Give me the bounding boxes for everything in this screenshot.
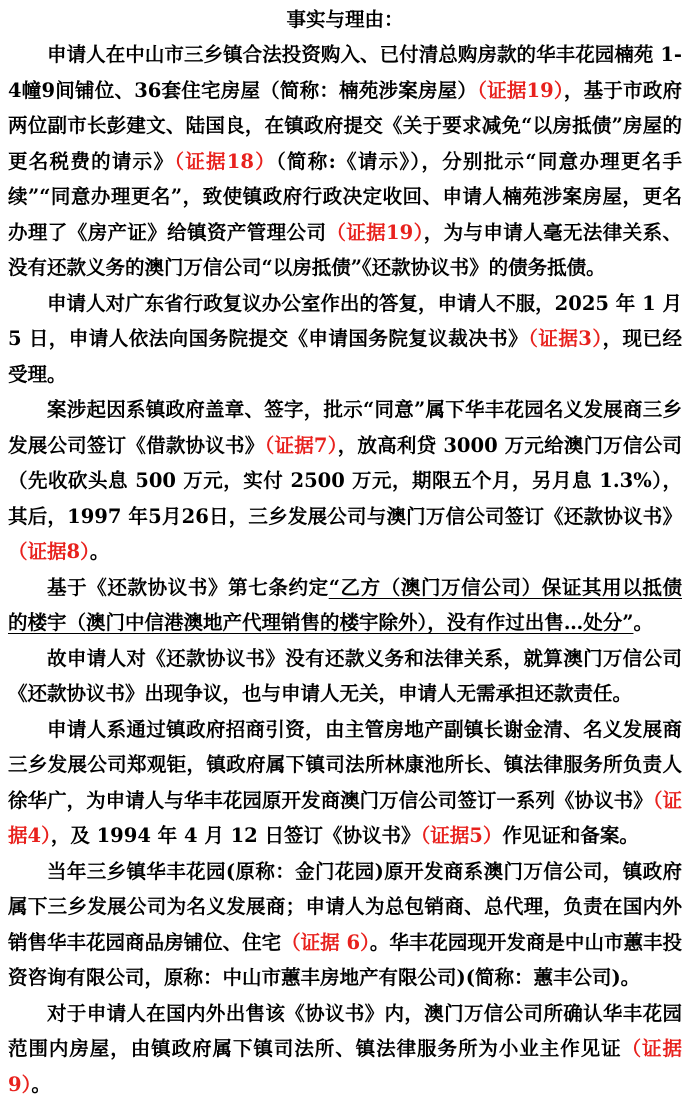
paragraph-text: ，基于市政府两位副市长彭建文、陆国良，在镇政府提交《关于要求减免“以房抵债”房屋的更名税费的请示》 — [8, 79, 682, 173]
paragraph-text: 案涉起因系镇政府盖章、签字，批示“同意”属下华丰花园名义发展商三乡发展公司签订《借款协议书》 — [8, 398, 682, 457]
paragraph-text: ，及 1994 年 4 月 12 日签订《协议书》 — [51, 824, 421, 847]
paragraph-text: 。 — [633, 611, 653, 634]
paragraph-7 — [8, 854, 682, 996]
paragraph-text: ，现已经受理。 — [8, 327, 682, 386]
paragraph-text: 。 — [90, 540, 110, 563]
paragraph-6 — [8, 712, 682, 854]
section-heading: 事实与理由： — [8, 2, 682, 37]
paragraph-text: ，为与申请人毫无法律关系、没有还款义务的澳门万信公司“以房抵债”《还款协议书》的债务抵债。 — [8, 221, 682, 280]
evidence-ref: （证据18） — [174, 150, 276, 173]
evidence-ref: （证据19） — [326, 221, 423, 244]
paragraph-5 — [8, 641, 682, 712]
paragraph-text: （简称:《请示》），分别批示“同意办理更名手续”“同意办理更名”，致使镇政府行政决定收回、申请人楠苑涉案房屋，更名办理了《房产证》给镇资产管理公司 — [8, 150, 682, 244]
evidence-ref: （证据 9） — [8, 1037, 682, 1096]
paragraph-text: 基于《还款协议书》第七条约定 — [47, 576, 329, 599]
evidence-ref: （证据8） — [8, 540, 90, 563]
paragraph-text: 作见证和备案。 — [502, 824, 639, 847]
paragraph-text: 申请人在中山市三乡镇合法投资购入、已付清总购房款的华丰花园楠苑 1-4幢9间铺位、36套住宅房屋（简称：楠苑涉案房屋） — [8, 43, 682, 102]
underlined-quote: “乙方（澳门万信公司）保证其用以抵债的楼宇（澳门中信港澳地产代理销售的楼宇除外），没有作过出售…处分” — [8, 576, 682, 635]
evidence-ref: （证据19） — [477, 79, 564, 102]
paragraph-text: 申请人对广东省行政复议办公室作出的答复，申请人不服，2025 年 1 月 5 日，申请人依法向国务院提交《申请国务院复议裁决书》 — [8, 292, 682, 351]
evidence-ref: （证据5） — [421, 824, 503, 847]
paragraph-4 — [8, 570, 682, 641]
paragraph-text: 。华丰花园现开发商是中山市蕙丰投资咨询有限公司，原称：中山市蕙丰房地产有限公司)(简称：蕙丰公司)。 — [8, 931, 682, 990]
paragraph-text: ，放高利贷 3000 万元给澳门万信公司（先收砍头息 500 万元，实付 2500 万元，期限五个月，另月息 1.3%），其后，1997 年5月26日，三乡发展公司与澳门万信公司签订《还款协议书》 — [8, 434, 682, 528]
evidence-ref: （证据4） — [8, 789, 682, 848]
paragraph-1 — [8, 37, 682, 286]
paragraph-text: 故申请人对《还款协议书》没有还款义务和法律关系，就算澳门万信公司《还款协议书》出现争议，也与申请人无关，申请人无需承担还款责任。 — [8, 647, 682, 706]
evidence-ref: （证据7） — [264, 434, 337, 457]
paragraph-text: 。 — [31, 1073, 51, 1096]
evidence-ref: （证据 6） — [281, 931, 370, 954]
paragraph-text: 当年三乡镇华丰花园(原称：金门花园)原开发商系澳门万信公司，镇政府属下三乡发展公司为名义发展商；申请人为总包销商、总代理，负责在国内外销售华丰花园商品房铺位、住宅 — [8, 860, 682, 954]
paragraph-3 — [8, 392, 682, 570]
paragraph-8 — [8, 996, 682, 1102]
evidence-ref: （证据3） — [528, 327, 602, 350]
paragraph-text: 对于申请人在国内外出售该《协议书》内，澳门万信公司所确认华丰花园范围内房屋，由镇政府属下镇司法所、镇法律服务所为小业主作见证 — [8, 1002, 682, 1061]
paragraph-2 — [8, 286, 682, 393]
paragraph-text: 申请人系通过镇政府招商引资，由主管房地产副镇长谢金清、名义发展商三乡发展公司郑观钜，镇政府属下镇司法所林康池所长、镇法律服务所负责人徐华广，为申请人与华丰花园原开发商澳门万信公司签订一系列《协议书》 — [8, 718, 682, 812]
